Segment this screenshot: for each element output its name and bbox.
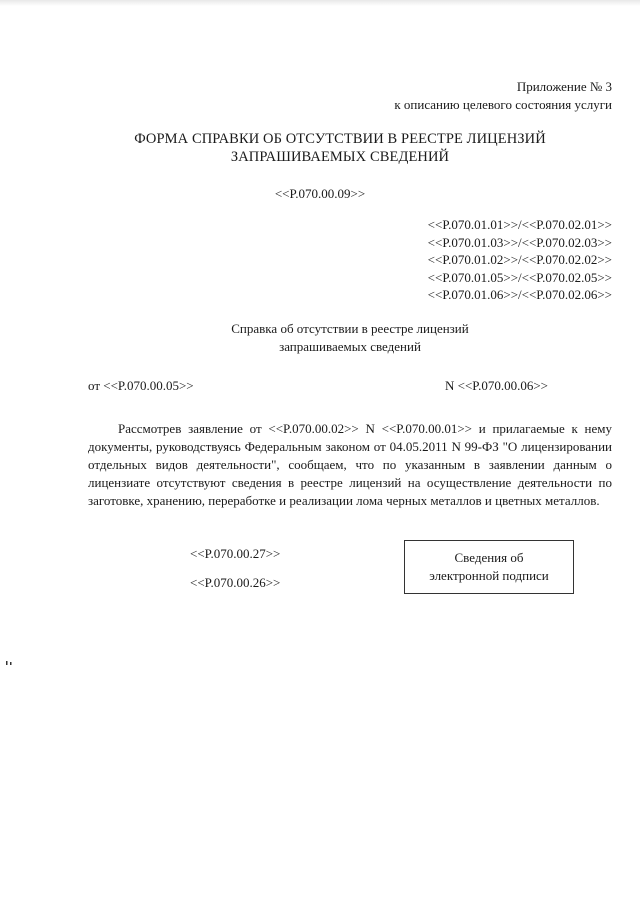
certificate-title-line-2: запрашиваемых сведений [279, 339, 421, 354]
addressee-code: <<P.070.01.01>>/<<P.070.02.01>> [427, 217, 612, 232]
form-title-line-2: ЗАПРАШИВАЕМЫХ СВЕДЕНИЙ [230, 149, 450, 165]
form-title-line-1: ФОРМА СПРАВКИ ОБ ОТСУТСТВИИ В РЕЕСТРЕ ЛИЦЕНЗИЙ [134, 131, 546, 147]
certificate-title [0, 320, 640, 356]
electronic-signature-box [404, 540, 574, 594]
date-field: от <<P.070.00.05>> [88, 378, 194, 393]
body-paragraph: Рассмотрев заявление от <<P.070.00.02>> N <<P.070.00.01>> и прилагаемые к нему документы, руководствуясь Федеральным законом от 04.05.2011 N 99-ФЗ "О лицензировании отдельных видов деятельности", сообщаем, что по указанным в заявлении данным о лицензиате отсутствуют сведения в реестре лицензий на осуществление деятельности по заготовке, хранению, переработке и реализации лома черных металлов и цветных металлов. [88, 421, 612, 508]
appendix-number: Приложение № 3 [516, 79, 612, 94]
addressee-code: <<P.070.01.06>>/<<P.070.02.06>> [427, 287, 612, 302]
esig-line-2: электронной подписи [429, 568, 549, 583]
esig-line-1: Сведения об [454, 550, 524, 565]
addressee-code: <<P.070.01.02>>/<<P.070.02.02>> [427, 252, 612, 267]
addressee-code: <<P.070.01.05>>/<<P.070.02.05>> [427, 269, 612, 285]
signatory-name-field: <<P.070.00.26>> [190, 575, 281, 590]
addressee-codes [428, 216, 612, 304]
scan-speck-mark [6, 660, 14, 666]
number-field: N <<P.070.00.06>> [445, 378, 549, 393]
scan-edge [0, 0, 640, 6]
form-title [100, 130, 580, 166]
form-code: <<P.070.00.09>> [274, 186, 366, 201]
signatory-position-field: <<P.070.00.27>> [190, 546, 281, 561]
appendix-description: к описанию целевого состояния услуги [394, 97, 612, 112]
certificate-title-line-1: Справка об отсутствии в реестре лицензий [231, 321, 469, 336]
appendix-header [394, 78, 612, 114]
addressee-code: <<P.070.01.03>>/<<P.070.02.03>> [427, 234, 612, 250]
